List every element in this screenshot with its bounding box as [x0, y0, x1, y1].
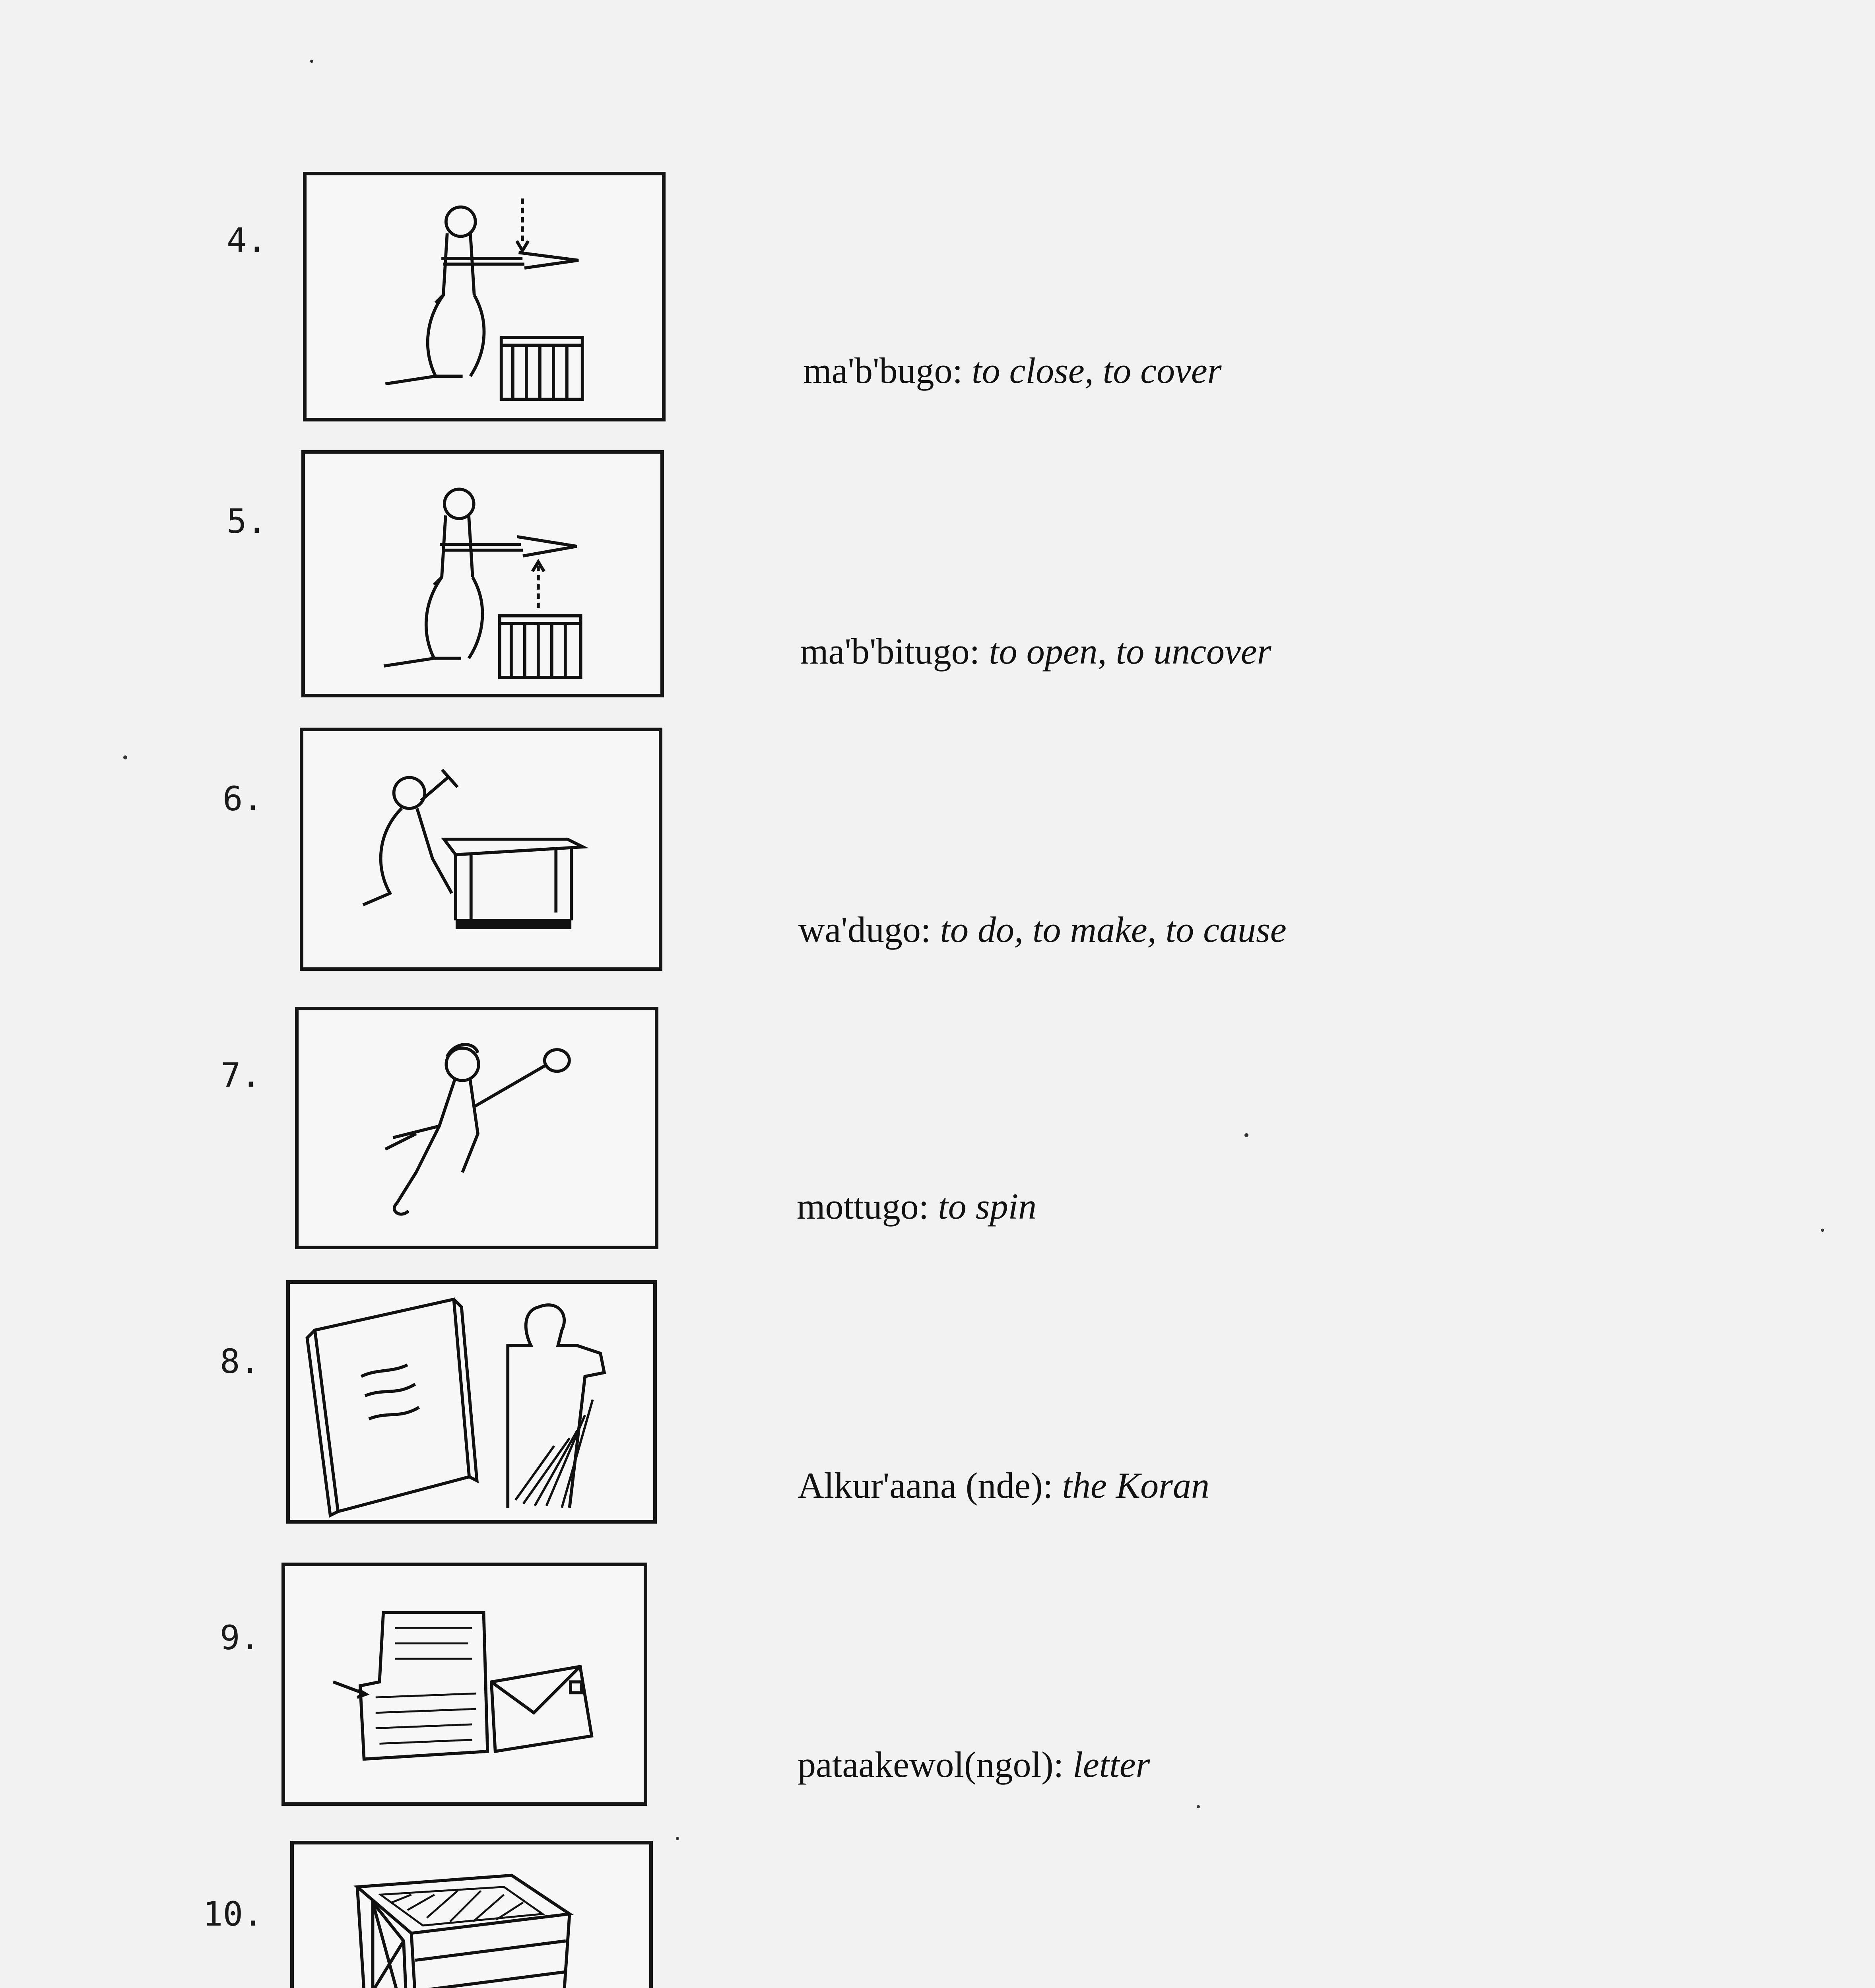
scan-speck: [676, 1837, 679, 1840]
gloss-line: [798, 911, 1287, 948]
entry-number: 7.: [221, 1056, 261, 1095]
scan-speck: [1244, 1133, 1248, 1137]
english-meaning: to spin: [938, 1186, 1037, 1227]
fulfulde-word: wa'dugo:: [798, 909, 931, 950]
wooden-crate-picture: [290, 1841, 653, 1988]
entry-number: 8.: [220, 1342, 260, 1381]
person-closing-box-picture: [303, 172, 666, 421]
entry-number: 10.: [203, 1895, 263, 1934]
person-opening-box-picture: [301, 450, 664, 697]
scan-speck: [123, 755, 127, 759]
gloss-line: [803, 352, 1222, 389]
english-meaning: to do, to make, to cause: [940, 909, 1287, 950]
person-making-table-picture: [300, 728, 662, 971]
entry-number: 4.: [227, 221, 267, 260]
letter-envelope-picture: [281, 1563, 647, 1806]
koran-book-picture: [286, 1280, 657, 1524]
scan-speck: [1821, 1229, 1824, 1232]
fulfulde-word: ma'b'bugo:: [803, 350, 963, 391]
fulfulde-word: ma'b'bitugo:: [800, 631, 980, 672]
scan-speck: [1197, 1805, 1200, 1808]
gloss-line: [798, 1746, 1150, 1783]
gloss-line: [797, 1188, 1036, 1225]
scan-speck: [310, 60, 313, 63]
english-meaning: letter: [1073, 1744, 1150, 1785]
fulfulde-word: Alkur'aana (nde):: [798, 1465, 1053, 1506]
entry-number: 9.: [220, 1618, 260, 1657]
woman-spinning-picture: [295, 1007, 658, 1249]
gloss-line: [798, 1467, 1209, 1504]
gloss-line: [800, 633, 1271, 670]
fulfulde-word: mottugo:: [797, 1186, 929, 1227]
english-meaning: the Koran: [1062, 1465, 1209, 1506]
english-meaning: to open, to uncover: [989, 631, 1271, 672]
fulfulde-word: pataakewol(ngol):: [798, 1744, 1064, 1785]
entry-number: 5.: [227, 502, 267, 541]
english-meaning: to close, to cover: [972, 350, 1222, 391]
entry-number: 6.: [223, 779, 263, 818]
